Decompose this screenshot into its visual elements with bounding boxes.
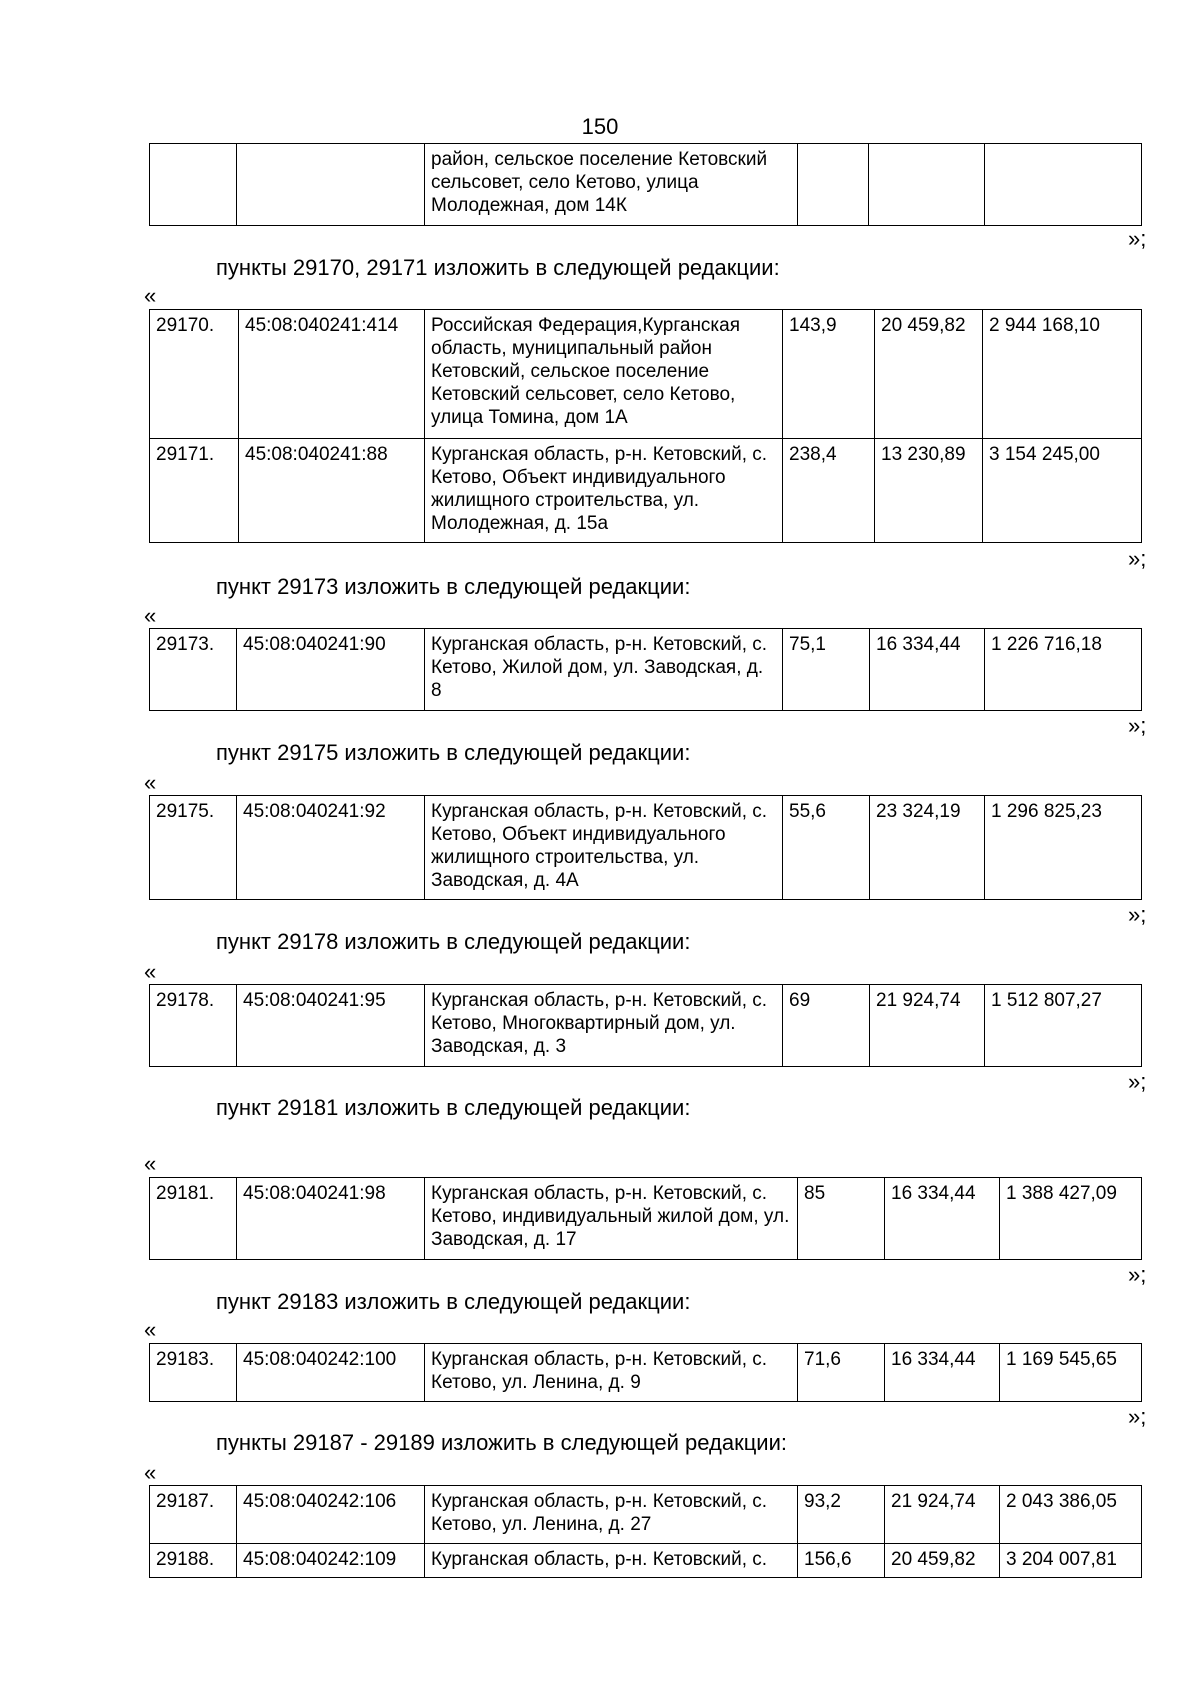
closing-quote: »; (1128, 1069, 1147, 1094)
cadastral-number-cell (237, 144, 425, 226)
area-cell: 75,1 (783, 629, 870, 711)
cadastral-value-cell (985, 144, 1142, 226)
registry-table (149, 309, 1142, 543)
closing-quote: »; (1128, 1262, 1147, 1287)
address-cell: Курганская область, р-н. Кетовский, с. Кетово, Объект индивидуального жилищного строительства, ул. Молодежная, д. 15а (425, 439, 783, 543)
amendment-instruction: пункты 29187 - 29189 изложить в следующей редакции: (216, 1430, 788, 1455)
row-number-cell: 29187. (150, 1486, 237, 1544)
table-row (150, 1544, 1142, 1578)
address-cell: Российская Федерация,Курганская область, муниципальный район Кетовский, сельское поселение Кетовский сельсовет, село Кетово, улица Томина, дом 1А (425, 310, 783, 439)
cadastral-number-cell: 45:08:040242:106 (237, 1486, 425, 1544)
table-row (150, 310, 1142, 439)
area-cell: 93,2 (798, 1486, 885, 1544)
cadastral-value-cell: 1 169 545,65 (1000, 1344, 1142, 1402)
area-cell: 156,6 (798, 1544, 885, 1578)
opening-quote: « (144, 959, 157, 984)
table-row (150, 144, 1142, 226)
opening-quote: « (144, 1460, 157, 1485)
cadastral-value-cell: 3 204 007,81 (1000, 1544, 1142, 1578)
cadastral-value-cell: 1 296 825,23 (985, 796, 1142, 900)
area-cell: 55,6 (783, 796, 870, 900)
table-row (150, 1178, 1142, 1260)
cadastral-number-cell: 45:08:040241:88 (239, 439, 425, 543)
address-cell: Курганская область, р-н. Кетовский, с. Кетово, индивидуальный жилой дом, ул. Заводская, д. 17 (425, 1178, 798, 1260)
closing-quote: »; (1128, 546, 1147, 571)
cadastral-number-cell: 45:08:040241:98 (237, 1178, 425, 1260)
closing-quote: »; (1128, 1404, 1147, 1429)
registry-table (149, 984, 1142, 1067)
address-cell: район, сельское поселение Кетовский сельсовет, село Кетово, улица Молодежная, дом 14К (425, 144, 798, 226)
cadastral-value-cell: 1 388 427,09 (1000, 1178, 1142, 1260)
area-cell: 69 (783, 985, 870, 1067)
rate-cell: 16 334,44 (870, 629, 985, 711)
page-number: 150 (581, 114, 619, 139)
table-row (150, 985, 1142, 1067)
amendment-instruction: пункт 29178 изложить в следующей редакции: (216, 929, 691, 954)
opening-quote: « (144, 1151, 157, 1176)
amendment-instruction: пункт 29173 изложить в следующей редакции: (216, 574, 691, 599)
cadastral-value-cell: 1 226 716,18 (985, 629, 1142, 711)
amendment-instruction: пункты 29170, 29171 изложить в следующей редакции: (216, 255, 780, 280)
row-number-cell: 29178. (150, 985, 237, 1067)
cadastral-value-cell: 2 944 168,10 (983, 310, 1142, 439)
address-cell: Курганская область, р-н. Кетовский, с. Кетово, ул. Ленина, д. 9 (425, 1344, 798, 1402)
cadastral-number-cell: 45:08:040241:90 (237, 629, 425, 711)
closing-quote: »; (1128, 713, 1147, 738)
cadastral-value-cell: 3 154 245,00 (983, 439, 1142, 543)
rate-cell: 16 334,44 (885, 1178, 1000, 1260)
row-number-cell: 29170. (150, 310, 239, 439)
amendment-instruction: пункт 29181 изложить в следующей редакции: (216, 1095, 691, 1120)
opening-quote: « (144, 603, 157, 628)
cadastral-value-cell: 1 512 807,27 (985, 985, 1142, 1067)
row-number-cell (150, 144, 237, 226)
closing-quote: »; (1128, 226, 1147, 251)
registry-table (149, 1177, 1142, 1260)
cadastral-number-cell: 45:08:040241:95 (237, 985, 425, 1067)
cadastral-number-cell: 45:08:040242:109 (237, 1544, 425, 1578)
rate-cell: 20 459,82 (885, 1544, 1000, 1578)
closing-quote: »; (1128, 902, 1147, 927)
table-row (150, 1344, 1142, 1402)
area-cell: 143,9 (783, 310, 875, 439)
row-number-cell: 29171. (150, 439, 239, 543)
row-number-cell: 29173. (150, 629, 237, 711)
cadastral-number-cell: 45:08:040242:100 (237, 1344, 425, 1402)
rate-cell: 16 334,44 (885, 1344, 1000, 1402)
address-cell: Курганская область, р-н. Кетовский, с. Кетово, ул. Ленина, д. 27 (425, 1486, 798, 1544)
area-cell (798, 144, 869, 226)
cadastral-number-cell: 45:08:040241:92 (237, 796, 425, 900)
registry-table (149, 628, 1142, 711)
registry-table (149, 795, 1142, 900)
address-cell: Курганская область, р-н. Кетовский, с. Кетово, Многоквартирный дом, ул. Заводская, д. 3 (425, 985, 783, 1067)
table-row (150, 1486, 1142, 1544)
table-row (150, 629, 1142, 711)
opening-quote: « (144, 283, 157, 308)
row-number-cell: 29175. (150, 796, 237, 900)
rate-cell (869, 144, 985, 226)
cadastral-value-cell: 2 043 386,05 (1000, 1486, 1142, 1544)
registry-table (149, 1485, 1142, 1578)
row-number-cell: 29181. (150, 1178, 237, 1260)
table-row (150, 439, 1142, 543)
address-cell: Курганская область, р-н. Кетовский, с. Кетово, Объект индивидуального жилищного строительства, ул. Заводская, д. 4А (425, 796, 783, 900)
area-cell: 238,4 (783, 439, 875, 543)
registry-table-continuation (149, 143, 1142, 226)
row-number-cell: 29183. (150, 1344, 237, 1402)
registry-table (149, 1343, 1142, 1402)
cadastral-number-cell: 45:08:040241:414 (239, 310, 425, 439)
address-cell: Курганская область, р-н. Кетовский, с. Кетово, Жилой дом, ул. Заводская, д. 8 (425, 629, 783, 711)
address-cell: Курганская область, р-н. Кетовский, с. (425, 1544, 798, 1578)
table-row (150, 796, 1142, 900)
rate-cell: 21 924,74 (885, 1486, 1000, 1544)
row-number-cell: 29188. (150, 1544, 237, 1578)
rate-cell: 23 324,19 (870, 796, 985, 900)
rate-cell: 13 230,89 (875, 439, 983, 543)
amendment-instruction: пункт 29175 изложить в следующей редакции: (216, 740, 691, 765)
rate-cell: 21 924,74 (870, 985, 985, 1067)
rate-cell: 20 459,82 (875, 310, 983, 439)
area-cell: 71,6 (798, 1344, 885, 1402)
opening-quote: « (144, 770, 157, 795)
opening-quote: « (144, 1317, 157, 1342)
area-cell: 85 (798, 1178, 885, 1260)
amendment-instruction: пункт 29183 изложить в следующей редакции: (216, 1289, 691, 1314)
